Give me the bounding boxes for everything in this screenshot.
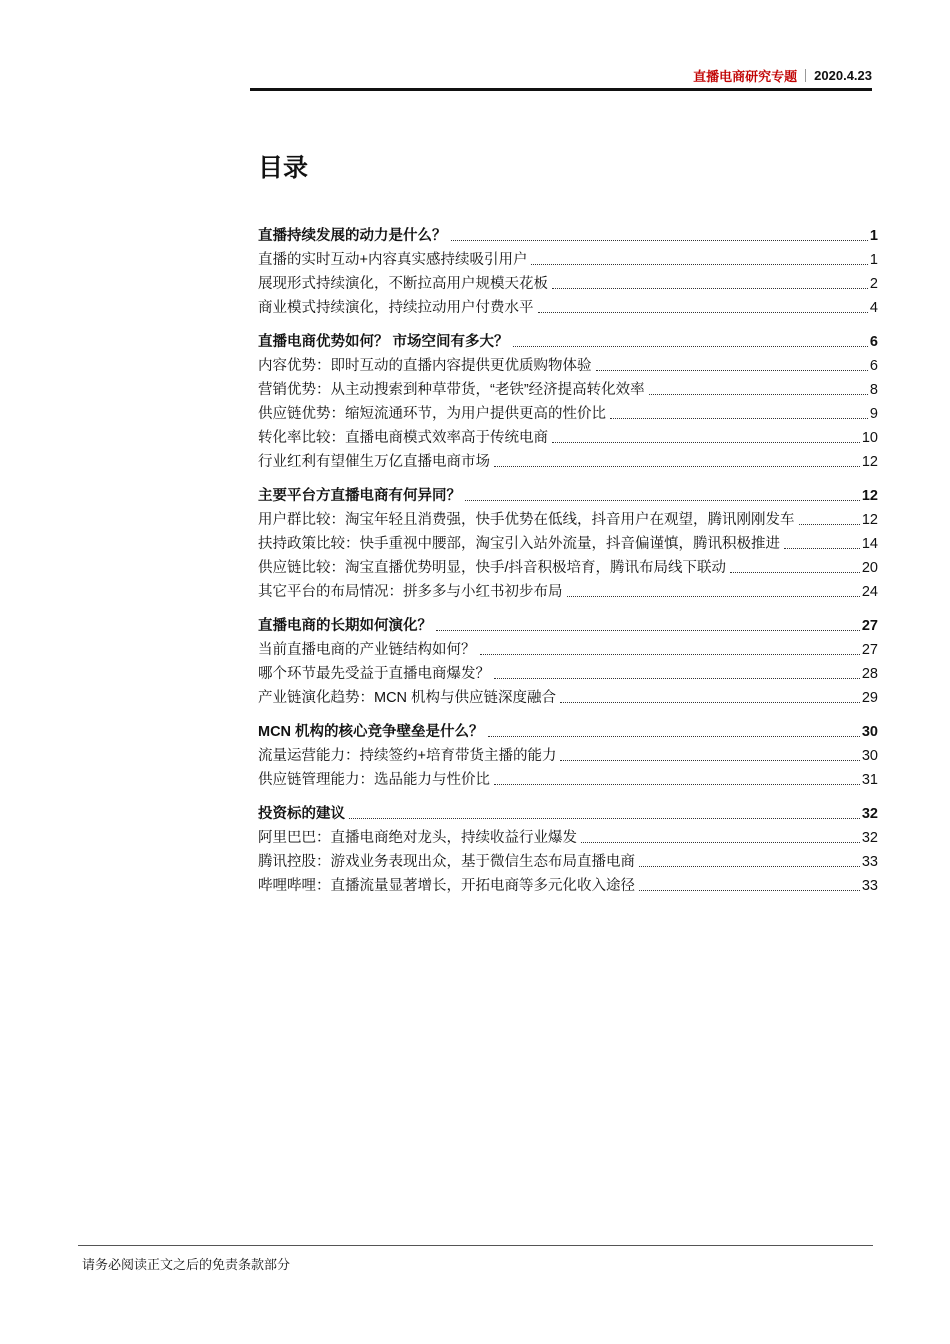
toc-page-number: 4 [869, 300, 878, 316]
toc-subentry[interactable] [258, 246, 878, 270]
toc-page-number: 6 [869, 334, 878, 350]
toc-entry-title: 产业链演化趋势：MCN 机构与供应链深度融合 [258, 690, 557, 706]
toc-subentry[interactable] [258, 400, 878, 424]
toc-entry-title: 流量运营能力：持续签约+培育带货主播的能力 [258, 748, 557, 764]
toc-section [258, 612, 878, 708]
toc-entry-title: 展现形式持续演化，不断拉高用户规模天花板 [258, 276, 548, 292]
dot-leader [552, 442, 860, 443]
header-separator [805, 69, 806, 82]
dot-leader [531, 264, 867, 265]
toc-page-number: 20 [861, 560, 878, 576]
toc-page-number: 9 [869, 406, 878, 422]
toc-subentry[interactable] [258, 766, 878, 790]
toc-section [258, 328, 878, 472]
toc-page-number: 14 [861, 536, 878, 552]
dot-leader [494, 784, 860, 785]
page-header [693, 66, 872, 85]
toc-subentry[interactable] [258, 872, 878, 896]
dot-leader [567, 596, 860, 597]
dot-leader [639, 890, 860, 891]
toc-subentry[interactable] [258, 270, 878, 294]
toc-section-heading[interactable] [258, 612, 878, 636]
toc-subentry[interactable] [258, 824, 878, 848]
dot-leader [349, 818, 860, 819]
toc-section [258, 800, 878, 896]
toc-entry-title: 行业红利有望催生万亿直播电商市场 [258, 454, 490, 470]
toc-entry-title: MCN 机构的核心竞争壁垒是什么？ [258, 724, 484, 740]
report-title: 直播电商研究专题 [693, 69, 798, 84]
toc-entry-title: 直播电商优势如何？ 市场空间有多大？ [258, 334, 509, 350]
toc-entry-title: 腾讯控股：游戏业务表现出众，基于微信生态布局直播电商 [258, 854, 635, 870]
toc-subentry[interactable] [258, 448, 878, 472]
toc-section [258, 718, 878, 790]
toc-entry-title: 转化率比较：直播电商模式效率高于传统电商 [258, 430, 548, 446]
toc-page-number: 10 [861, 430, 878, 446]
toc-entry-title: 商业模式持续演化，持续拉动用户付费水平 [258, 300, 534, 316]
toc-entry-title: 直播电商的长期如何演化？ [258, 618, 432, 634]
toc-subentry[interactable] [258, 424, 878, 448]
dot-leader [513, 346, 868, 347]
footer-rule [78, 1245, 873, 1246]
toc-page-number: 32 [861, 806, 878, 822]
toc-section [258, 482, 878, 602]
toc-entry-title: 扶持政策比较：快手重视中腰部，淘宝引入站外流量，抖音偏谨慎，腾讯积极推进 [258, 536, 780, 552]
toc-page-number: 30 [861, 724, 878, 740]
toc-subentry[interactable] [258, 578, 878, 602]
toc-entry-title: 阿里巴巴：直播电商绝对龙头，持续收益行业爆发 [258, 830, 577, 846]
table-of-contents [258, 222, 878, 906]
dot-leader [730, 572, 860, 573]
dot-leader [494, 466, 860, 467]
toc-entry-title: 内容优势：即时互动的直播内容提供更优质购物体验 [258, 358, 592, 374]
toc-page-number: 12 [861, 488, 878, 504]
toc-section-heading[interactable] [258, 800, 878, 824]
toc-page-number: 33 [861, 878, 878, 894]
toc-section [258, 222, 878, 318]
dot-leader [480, 654, 860, 655]
toc-page-number: 30 [861, 748, 878, 764]
toc-page-number: 8 [869, 382, 878, 398]
page-title: 目录 [258, 154, 309, 182]
toc-subentry[interactable] [258, 376, 878, 400]
toc-entry-title: 直播的实时互动+内容真实感持续吸引用户 [258, 252, 528, 268]
dot-leader [560, 760, 859, 761]
toc-page-number: 2 [869, 276, 878, 292]
dot-leader [451, 240, 868, 241]
dot-leader [494, 678, 860, 679]
toc-page-number: 12 [861, 454, 878, 470]
toc-entry-title: 哪个环节最先受益于直播电商爆发？ [258, 666, 490, 682]
toc-entry-title: 当前直播电商的产业链结构如何？ [258, 642, 476, 658]
report-date: 2020.4.23 [814, 68, 872, 83]
dot-leader [649, 394, 868, 395]
toc-subentry[interactable] [258, 742, 878, 766]
toc-page-number: 29 [861, 690, 878, 706]
toc-subentry[interactable] [258, 352, 878, 376]
toc-entry-title: 供应链管理能力：选品能力与性价比 [258, 772, 490, 788]
dot-leader [552, 288, 868, 289]
dot-leader [610, 418, 868, 419]
toc-page-number: 12 [861, 512, 878, 528]
dot-leader [436, 630, 860, 631]
toc-entry-title: 供应链优势：缩短流通环节，为用户提供更高的性价比 [258, 406, 606, 422]
toc-entry-title: 主要平台方直播电商有何异同？ [258, 488, 461, 504]
toc-page-number: 31 [861, 772, 878, 788]
dot-leader [560, 702, 860, 703]
toc-subentry[interactable] [258, 848, 878, 872]
toc-section-heading[interactable] [258, 328, 878, 352]
dot-leader [596, 370, 868, 371]
dot-leader [784, 548, 860, 549]
toc-entry-title: 供应链比较：淘宝直播优势明显，快手/抖音积极培育，腾讯布局线下联动 [258, 560, 727, 576]
toc-subentry[interactable] [258, 660, 878, 684]
toc-page-number: 33 [861, 854, 878, 870]
dot-leader [639, 866, 860, 867]
toc-subentry[interactable] [258, 506, 878, 530]
header-rule [250, 88, 872, 91]
toc-entry-title: 其它平台的布局情况：拼多多与小红书初步布局 [258, 584, 563, 600]
toc-subentry[interactable] [258, 554, 878, 578]
dot-leader [488, 736, 860, 737]
toc-subentry[interactable] [258, 684, 878, 708]
toc-page-number: 27 [861, 618, 878, 634]
toc-page-number: 1 [869, 228, 878, 244]
toc-section-heading[interactable] [258, 718, 878, 742]
toc-page-number: 28 [861, 666, 878, 682]
toc-entry-title: 用户群比较：淘宝年轻且消费强，快手优势在低线，抖音用户在观望，腾讯刚刚发车 [258, 512, 795, 528]
dot-leader [538, 312, 868, 313]
toc-entry-title: 哔哩哔哩：直播流量显著增长，开拓电商等多元化收入途径 [258, 878, 635, 894]
toc-page-number: 24 [861, 584, 878, 600]
dot-leader [799, 524, 860, 525]
toc-page-number: 32 [861, 830, 878, 846]
toc-page-number: 27 [861, 642, 878, 658]
toc-page-number: 6 [869, 358, 878, 374]
dot-leader [581, 842, 860, 843]
toc-subentry[interactable] [258, 636, 878, 660]
footer-disclaimer: 请务必阅读正文之后的免责条款部分 [82, 1257, 291, 1272]
toc-subentry[interactable] [258, 294, 878, 318]
toc-page-number: 1 [869, 252, 878, 268]
toc-section-heading[interactable] [258, 222, 878, 246]
dot-leader [465, 500, 860, 501]
toc-entry-title: 投资标的建议 [258, 806, 345, 822]
toc-subentry[interactable] [258, 530, 878, 554]
toc-entry-title: 营销优势：从主动搜索到种草带货，“老铁”经济提高转化效率 [258, 382, 645, 398]
toc-entry-title: 直播持续发展的动力是什么？ [258, 228, 447, 244]
toc-section-heading[interactable] [258, 482, 878, 506]
